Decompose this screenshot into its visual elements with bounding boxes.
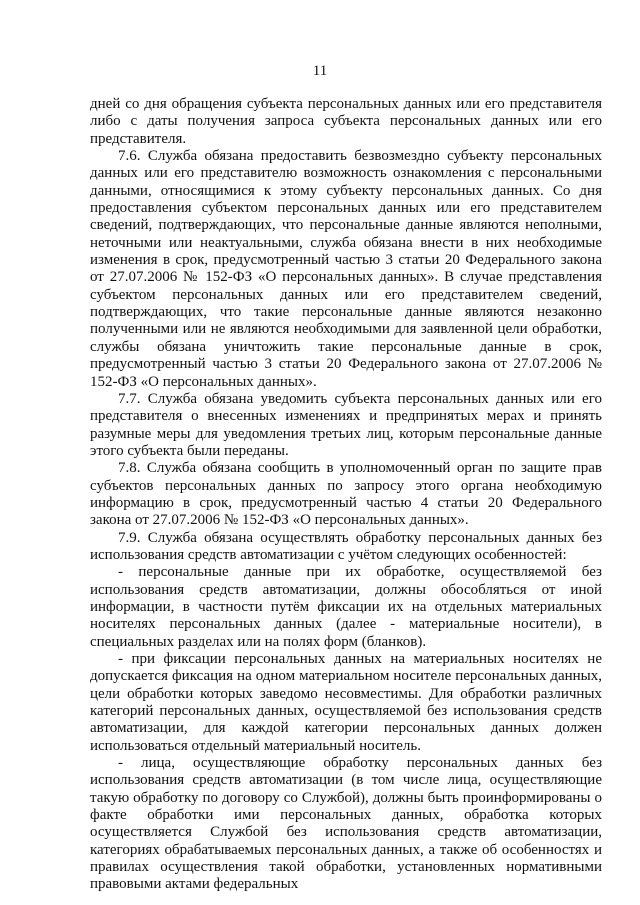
paragraph-7-6: 7.6. Служба обязана предоставить безвозмездно субъекту персональных данных или его представителю возможность ознакомления с персональными данными, относящимися к этому субъекту персональных данных. Со дня предоставления субъектом персональных данных или его представителем сведений, подтверждающих, что персональные данные являются неполными, неточными или неактуальными, служба обязана внести в них необходимые изменения в срок, предусмотренный частью 3 статьи 20 Федерального закона от 27.07.2006 № 152-ФЗ «О персональных данных». В случае представления субъектом персональных данных или его представителем сведений, подтверждающих, что такие персональные данные являются незаконно полученными или не являются необходимыми для заявленной цели обработки, службы обязана уничтожить такие персональные данные в срок, предусмотренный частью 3 статьи 20 Федерального закона от 27.07.2006 № 152-ФЗ «О персональных данных».: [90, 148, 602, 390]
paragraph-7-8: 7.8. Служба обязана сообщить в уполномоченный орган по защите прав субъектов персональных данных по запросу этого органа необходимую информацию в срок, предусмотренный частью 4 статьи 20 Федерального закона от 27.07.2006 № 152-ФЗ «О персональных данных».: [90, 460, 602, 529]
list-item-informing: - лица, осуществляющие обработку персональных данных без использования средств автоматизации (в том числе лица, осуществляющие такую обработку по договору со Службой), должны быть проинформированы о факте обработки ими персональных данных, обработка которых осуществляется Службой без использования средств автоматизации, категориях обрабатываемых персональных данных, а также об особенностях и правилах осуществления такой обработки, установленных нормативными правовыми актами федеральных: [90, 755, 602, 893]
paragraph-7-9: 7.9. Служба обязана осуществлять обработку персональных данных без использования средств автоматизации с учётом следующих особенностей:: [90, 529, 602, 563]
list-item-separation: - персональные данные при их обработке, осуществляемой без использования средств автоматизации, должны обособляться от иной информации, в частности путём фиксации их на отдельных материальных носителях персональных данных (далее - материальные носители), в специальных разделах или на полях форм (бланков).: [90, 564, 602, 650]
page-number: 11: [312, 63, 328, 79]
document-body: [90, 96, 602, 894]
paragraph-7-7: 7.7. Служба обязана уведомить субъекта персональных данных или его представителя о внесенных изменениях и предпринятых мерах и принять разумные меры для уведомления третьих лиц, которым персональные данные этого субъекта были переданы.: [90, 390, 602, 459]
list-item-fixation: - при фиксации персональных данных на материальных носителях не допускается фиксация на одном материальном носителе персональных данных, цели обработки которых заведомо несовместимы. Для обработки различных категорий персональных данных, осуществляемой без использования средств автоматизации, для каждой категории персональных данных должен использоваться отдельный материальный носитель.: [90, 651, 602, 754]
paragraph-continuation: дней со дня обращения субъекта персональных данных или его представителя либо с даты получения запроса субъекта персональных данных или его представителя.: [90, 96, 602, 147]
